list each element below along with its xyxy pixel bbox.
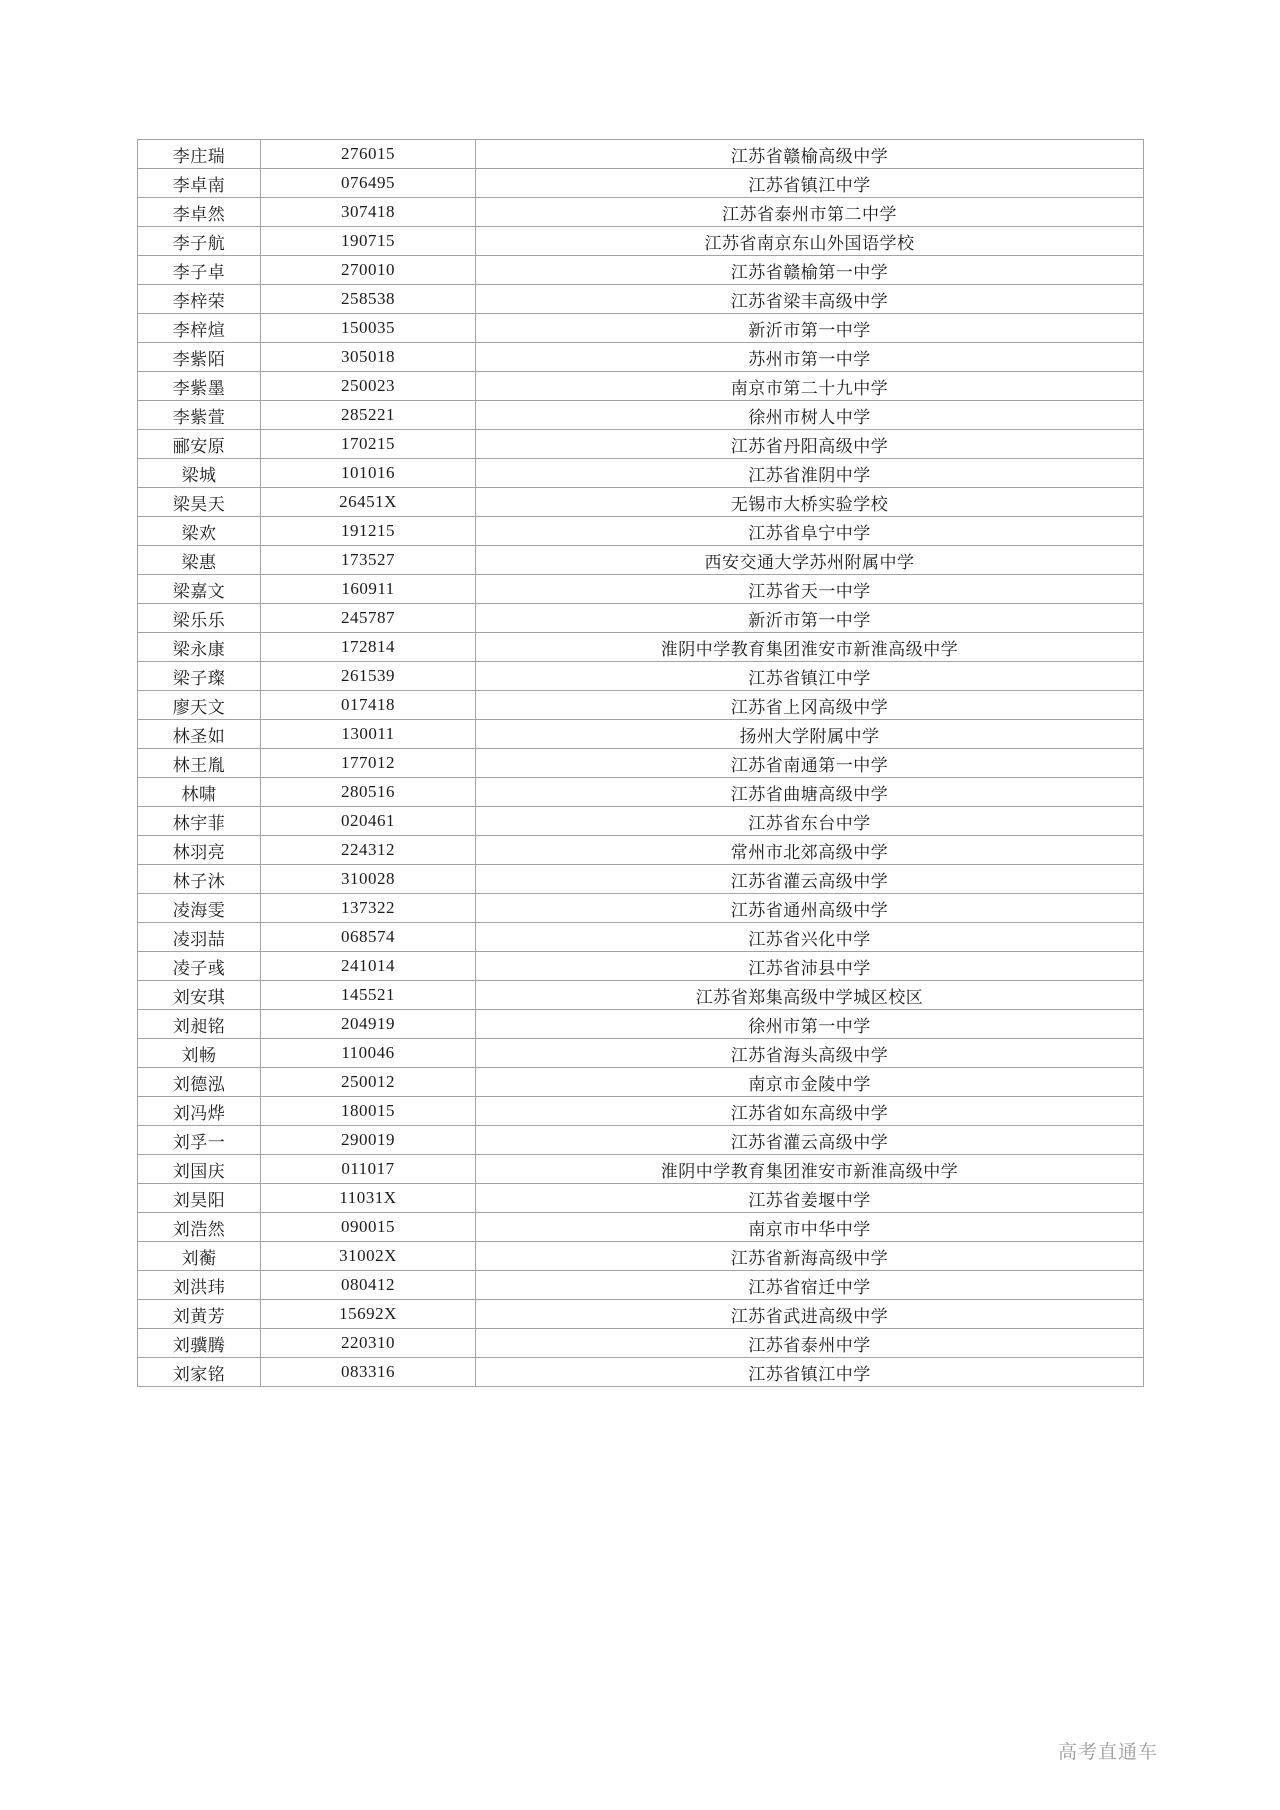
table-row	[138, 923, 1144, 952]
cell-name: 梁永康	[138, 633, 261, 662]
cell-code: 220310	[261, 1329, 476, 1358]
table-row	[138, 488, 1144, 517]
cell-name: 刘德泓	[138, 1068, 261, 1097]
cell-code: 191215	[261, 517, 476, 546]
cell-school: 江苏省武进高级中学	[476, 1300, 1144, 1329]
cell-school: 徐州市第一中学	[476, 1010, 1144, 1039]
table-row	[138, 894, 1144, 923]
cell-code: 245787	[261, 604, 476, 633]
cell-code: 310028	[261, 865, 476, 894]
cell-name: 刘骥腾	[138, 1329, 261, 1358]
cell-code: 31002X	[261, 1242, 476, 1271]
table-row	[138, 807, 1144, 836]
cell-code: 110046	[261, 1039, 476, 1068]
table-row	[138, 430, 1144, 459]
cell-school: 江苏省泰州中学	[476, 1329, 1144, 1358]
table-row	[138, 1039, 1144, 1068]
candidate-roster-table	[137, 139, 1144, 1387]
cell-code: 241014	[261, 952, 476, 981]
cell-school: 江苏省通州高级中学	[476, 894, 1144, 923]
table-row	[138, 1097, 1144, 1126]
cell-code: 170215	[261, 430, 476, 459]
cell-school: 南京市金陵中学	[476, 1068, 1144, 1097]
cell-school: 江苏省海头高级中学	[476, 1039, 1144, 1068]
cell-code: 150035	[261, 314, 476, 343]
table-row	[138, 1242, 1144, 1271]
cell-name: 梁嘉文	[138, 575, 261, 604]
table-row	[138, 1184, 1144, 1213]
cell-code: 137322	[261, 894, 476, 923]
cell-code: 020461	[261, 807, 476, 836]
cell-school: 江苏省镇江中学	[476, 169, 1144, 198]
cell-school: 江苏省上冈高级中学	[476, 691, 1144, 720]
cell-school: 江苏省镇江中学	[476, 1358, 1144, 1387]
cell-name: 李卓南	[138, 169, 261, 198]
table-row	[138, 169, 1144, 198]
table-row	[138, 691, 1144, 720]
table-row	[138, 952, 1144, 981]
cell-school: 西安交通大学苏州附属中学	[476, 546, 1144, 575]
cell-name: 林羽亮	[138, 836, 261, 865]
cell-school: 江苏省沛县中学	[476, 952, 1144, 981]
cell-code: 290019	[261, 1126, 476, 1155]
cell-name: 梁乐乐	[138, 604, 261, 633]
cell-name: 林啸	[138, 778, 261, 807]
cell-code: 26451X	[261, 488, 476, 517]
cell-school: 扬州大学附属中学	[476, 720, 1144, 749]
table-row	[138, 546, 1144, 575]
cell-code: 224312	[261, 836, 476, 865]
cell-school: 江苏省丹阳高级中学	[476, 430, 1144, 459]
cell-code: 101016	[261, 459, 476, 488]
table-row	[138, 1300, 1144, 1329]
cell-school: 江苏省梁丰高级中学	[476, 285, 1144, 314]
cell-name: 林王胤	[138, 749, 261, 778]
cell-school: 徐州市树人中学	[476, 401, 1144, 430]
cell-name: 刘安琪	[138, 981, 261, 1010]
cell-school: 江苏省阜宁中学	[476, 517, 1144, 546]
cell-name: 李紫萱	[138, 401, 261, 430]
cell-name: 梁城	[138, 459, 261, 488]
cell-school: 江苏省赣榆第一中学	[476, 256, 1144, 285]
cell-code: 270010	[261, 256, 476, 285]
table-row	[138, 1155, 1144, 1184]
cell-code: 15692X	[261, 1300, 476, 1329]
cell-school: 江苏省赣榆高级中学	[476, 140, 1144, 169]
cell-name: 李紫陌	[138, 343, 261, 372]
cell-school: 淮阴中学教育集团淮安市新淮高级中学	[476, 1155, 1144, 1184]
cell-school: 江苏省郑集高级中学城区校区	[476, 981, 1144, 1010]
cell-code: 160911	[261, 575, 476, 604]
cell-school: 新沂市第一中学	[476, 314, 1144, 343]
cell-code: 177012	[261, 749, 476, 778]
cell-school: 江苏省兴化中学	[476, 923, 1144, 952]
table-row	[138, 865, 1144, 894]
cell-name: 李子卓	[138, 256, 261, 285]
cell-name: 廖天文	[138, 691, 261, 720]
table-row	[138, 198, 1144, 227]
cell-code: 017418	[261, 691, 476, 720]
cell-school: 江苏省灌云高级中学	[476, 865, 1144, 894]
cell-code: 190715	[261, 227, 476, 256]
cell-name: 李梓煊	[138, 314, 261, 343]
table-row	[138, 836, 1144, 865]
table-row	[138, 778, 1144, 807]
cell-name: 刘昶铭	[138, 1010, 261, 1039]
table-row	[138, 343, 1144, 372]
table-row	[138, 981, 1144, 1010]
cell-code: 307418	[261, 198, 476, 227]
cell-name: 梁欢	[138, 517, 261, 546]
cell-name: 李紫墨	[138, 372, 261, 401]
cell-school: 南京市中华中学	[476, 1213, 1144, 1242]
cell-school: 江苏省曲塘高级中学	[476, 778, 1144, 807]
cell-name: 李卓然	[138, 198, 261, 227]
cell-school: 苏州市第一中学	[476, 343, 1144, 372]
table-row	[138, 517, 1144, 546]
table-row	[138, 749, 1144, 778]
cell-code: 173527	[261, 546, 476, 575]
cell-name: 梁昊天	[138, 488, 261, 517]
table-row	[138, 314, 1144, 343]
table-row	[138, 401, 1144, 430]
roster-table-body	[138, 140, 1144, 1387]
table-row	[138, 1329, 1144, 1358]
cell-code: 076495	[261, 169, 476, 198]
table-row	[138, 285, 1144, 314]
table-row	[138, 575, 1144, 604]
table-row	[138, 459, 1144, 488]
cell-name: 刘昊阳	[138, 1184, 261, 1213]
cell-code: 080412	[261, 1271, 476, 1300]
cell-name: 凌羽喆	[138, 923, 261, 952]
cell-school: 江苏省东台中学	[476, 807, 1144, 836]
cell-name: 刘浩然	[138, 1213, 261, 1242]
cell-name: 刘黄芳	[138, 1300, 261, 1329]
cell-school: 江苏省淮阴中学	[476, 459, 1144, 488]
cell-school: 江苏省泰州市第二中学	[476, 198, 1144, 227]
cell-code: 276015	[261, 140, 476, 169]
cell-code: 204919	[261, 1010, 476, 1039]
cell-code: 172814	[261, 633, 476, 662]
cell-school: 新沂市第一中学	[476, 604, 1144, 633]
cell-name: 刘洪玮	[138, 1271, 261, 1300]
cell-code: 090015	[261, 1213, 476, 1242]
cell-name: 林子沐	[138, 865, 261, 894]
table-row	[138, 1010, 1144, 1039]
cell-code: 250012	[261, 1068, 476, 1097]
table-row	[138, 1358, 1144, 1387]
cell-name: 刘国庆	[138, 1155, 261, 1184]
cell-code: 180015	[261, 1097, 476, 1126]
cell-name: 李梓荣	[138, 285, 261, 314]
cell-code: 083316	[261, 1358, 476, 1387]
cell-name: 刘孚一	[138, 1126, 261, 1155]
cell-code: 130011	[261, 720, 476, 749]
cell-school: 江苏省灌云高级中学	[476, 1126, 1144, 1155]
cell-code: 261539	[261, 662, 476, 691]
cell-code: 305018	[261, 343, 476, 372]
cell-name: 林宇菲	[138, 807, 261, 836]
cell-name: 郦安原	[138, 430, 261, 459]
cell-school: 江苏省宿迁中学	[476, 1271, 1144, 1300]
cell-code: 068574	[261, 923, 476, 952]
cell-name: 刘蘅	[138, 1242, 261, 1271]
cell-school: 无锡市大桥实验学校	[476, 488, 1144, 517]
cell-school: 江苏省南通第一中学	[476, 749, 1144, 778]
cell-name: 李庄瑞	[138, 140, 261, 169]
cell-school: 淮阴中学教育集团淮安市新淮高级中学	[476, 633, 1144, 662]
cell-code: 011017	[261, 1155, 476, 1184]
cell-school: 常州市北郊高级中学	[476, 836, 1144, 865]
table-row	[138, 1126, 1144, 1155]
cell-name: 刘家铭	[138, 1358, 261, 1387]
cell-school: 江苏省镇江中学	[476, 662, 1144, 691]
cell-code: 258538	[261, 285, 476, 314]
cell-name: 凌海雯	[138, 894, 261, 923]
cell-school: 江苏省新海高级中学	[476, 1242, 1144, 1271]
cell-name: 李子航	[138, 227, 261, 256]
cell-school: 南京市第二十九中学	[476, 372, 1144, 401]
table-row	[138, 720, 1144, 749]
cell-name: 梁惠	[138, 546, 261, 575]
cell-school: 江苏省如东高级中学	[476, 1097, 1144, 1126]
table-row	[138, 372, 1144, 401]
table-row	[138, 604, 1144, 633]
cell-school: 江苏省姜堰中学	[476, 1184, 1144, 1213]
cell-name: 凌子彧	[138, 952, 261, 981]
table-row	[138, 1271, 1144, 1300]
cell-school: 江苏省南京东山外国语学校	[476, 227, 1144, 256]
table-row	[138, 256, 1144, 285]
table-row	[138, 140, 1144, 169]
cell-name: 林圣如	[138, 720, 261, 749]
table-row	[138, 227, 1144, 256]
table-row	[138, 1213, 1144, 1242]
table-row	[138, 662, 1144, 691]
cell-code: 250023	[261, 372, 476, 401]
table-row	[138, 1068, 1144, 1097]
cell-name: 刘冯烨	[138, 1097, 261, 1126]
cell-code: 280516	[261, 778, 476, 807]
cell-name: 梁子璨	[138, 662, 261, 691]
cell-code: 145521	[261, 981, 476, 1010]
cell-school: 江苏省天一中学	[476, 575, 1144, 604]
watermark-text: 高考直通车	[1057, 1742, 1158, 1763]
table-row	[138, 633, 1144, 662]
cell-code: 285221	[261, 401, 476, 430]
cell-name: 刘畅	[138, 1039, 261, 1068]
cell-code: 11031X	[261, 1184, 476, 1213]
